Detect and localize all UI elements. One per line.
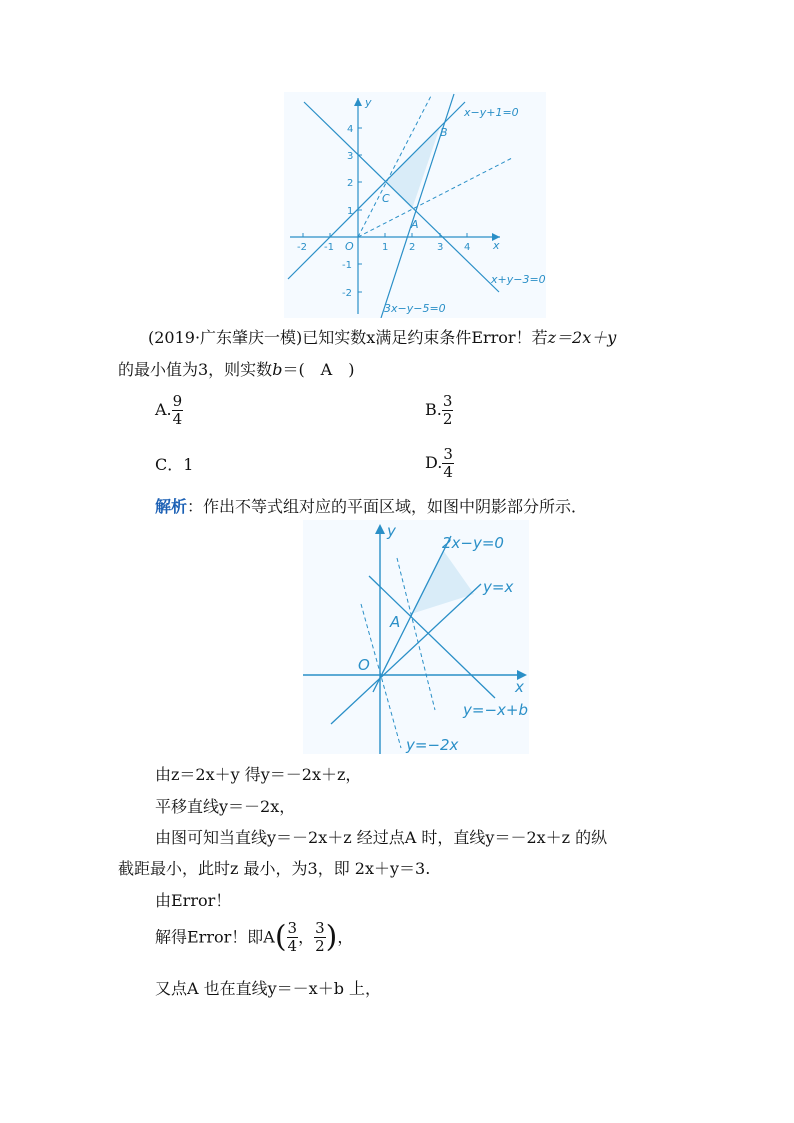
solution-title: 解析 xyxy=(155,497,188,516)
option-c xyxy=(155,455,193,475)
figure-1 xyxy=(284,92,546,318)
question-stem-2: 的最小值为3，则实数 xyxy=(118,360,273,379)
question-line-2 xyxy=(118,360,354,380)
fig1-xtick: -1 xyxy=(324,242,334,253)
fig2-line-label-3: y=−x+b xyxy=(463,701,528,719)
option-d-den: 4 xyxy=(443,463,453,481)
fig1-xtick: 2 xyxy=(409,242,416,253)
solution-line-5: 由Error！ xyxy=(155,891,232,910)
point-a-x-num: 3 xyxy=(287,919,298,937)
fig2-line-label-4: y=−2x xyxy=(406,736,459,754)
option-b-label: B. xyxy=(425,400,442,419)
fig1-x-label: x xyxy=(493,239,500,252)
option-a-label: A. xyxy=(155,400,172,419)
question-line-1 xyxy=(148,328,616,348)
solution-line-7: 又点A 也在直线y＝－x＋b 上， xyxy=(155,979,382,998)
option-b xyxy=(425,393,453,428)
fig1-ytick: -1 xyxy=(342,260,352,271)
point-a-x-fraction xyxy=(287,920,299,955)
fig1-xtick: 3 xyxy=(437,242,444,253)
question-var-b: b xyxy=(272,360,283,379)
fig2-line-label-2: y=x xyxy=(483,578,514,596)
fig1-line-label-3: 3x−y−5=0 xyxy=(384,302,446,315)
option-b-den: 2 xyxy=(442,410,453,428)
option-b-num: 3 xyxy=(442,392,453,410)
solution-intro xyxy=(155,497,587,517)
fig1-line-label-2: x+y−3=0 xyxy=(491,273,546,286)
fig1-xtick: -2 xyxy=(297,242,307,253)
option-a-den: 4 xyxy=(172,410,183,428)
fig1-origin-label: O xyxy=(345,240,354,253)
option-d xyxy=(425,446,454,481)
question-answer-blank: ＝( A ) xyxy=(282,360,355,379)
option-a xyxy=(155,393,183,428)
point-a-y-fraction xyxy=(314,920,326,955)
fig2-point-a: A xyxy=(390,613,401,631)
point-a-y-num: 3 xyxy=(315,919,325,937)
option-a-num: 9 xyxy=(172,392,183,410)
figure-2-svg xyxy=(303,520,529,754)
fig1-ytick: -2 xyxy=(342,288,352,299)
right-paren: ) xyxy=(325,919,338,955)
question-stem: 已知实数x满足约束条件Error！若 xyxy=(302,328,548,347)
question-expr: z＝2x＋y xyxy=(547,328,617,347)
left-paren: ( xyxy=(274,919,287,955)
fig2-origin-label: O xyxy=(358,656,370,674)
question-source: (2019·广东肇庆一模) xyxy=(148,328,303,347)
solution-line-2: 平移直线y＝－2x， xyxy=(155,797,296,816)
option-c-label: C．1 xyxy=(155,455,194,474)
solution-line-6-end: ， xyxy=(337,927,354,947)
fig2-x-label: x xyxy=(515,678,524,696)
fig2-line-label-1: 2x−y=0 xyxy=(442,534,504,552)
fig1-y-label: y xyxy=(365,96,372,109)
solution-intro-text: ：作出不等式组对应的平面区域，如图中阴影部分所示． xyxy=(187,497,588,516)
option-d-label: D. xyxy=(425,453,443,472)
fig1-point-a: A xyxy=(411,218,419,231)
solution-line-6: 解得Error！即A( $\frac{3}{4}$ ， $\frac{3}{2}$ )， xyxy=(155,919,354,955)
fig1-point-b: B xyxy=(440,126,448,139)
point-a-y-den: 2 xyxy=(315,937,325,955)
fig1-xtick: 4 xyxy=(464,242,471,253)
fig2-y-label: y xyxy=(387,522,396,540)
option-b-fraction xyxy=(442,393,454,428)
option-d-fraction xyxy=(442,446,454,481)
figure-1-svg xyxy=(284,92,546,318)
fig1-xtick: 1 xyxy=(382,242,389,253)
fig1-point-c: C xyxy=(382,192,390,205)
point-a-x-den: 4 xyxy=(287,937,298,955)
figure-2 xyxy=(303,520,529,754)
option-a-fraction xyxy=(172,393,184,428)
fig1-line-label-1: x−y+1=0 xyxy=(464,106,519,119)
solution-line-1: 由z＝2x＋y 得y＝－2x＋z， xyxy=(155,765,362,784)
fig1-ytick: 3 xyxy=(347,151,354,162)
fig1-ytick: 4 xyxy=(347,124,354,135)
solution-line-3: 由图可知当直线y＝－2x＋z 经过点A 时，直线y＝－2x＋z 的纵 xyxy=(155,828,608,847)
solution-line-4: 截距最小，此时z 最小，为3，即 2x＋y＝3. xyxy=(118,859,431,878)
solution-line-6-text: 解得Error！即A xyxy=(155,927,275,947)
fig1-ytick: 2 xyxy=(347,178,354,189)
option-d-num: 3 xyxy=(443,445,453,463)
fig1-ytick: 1 xyxy=(347,206,354,217)
